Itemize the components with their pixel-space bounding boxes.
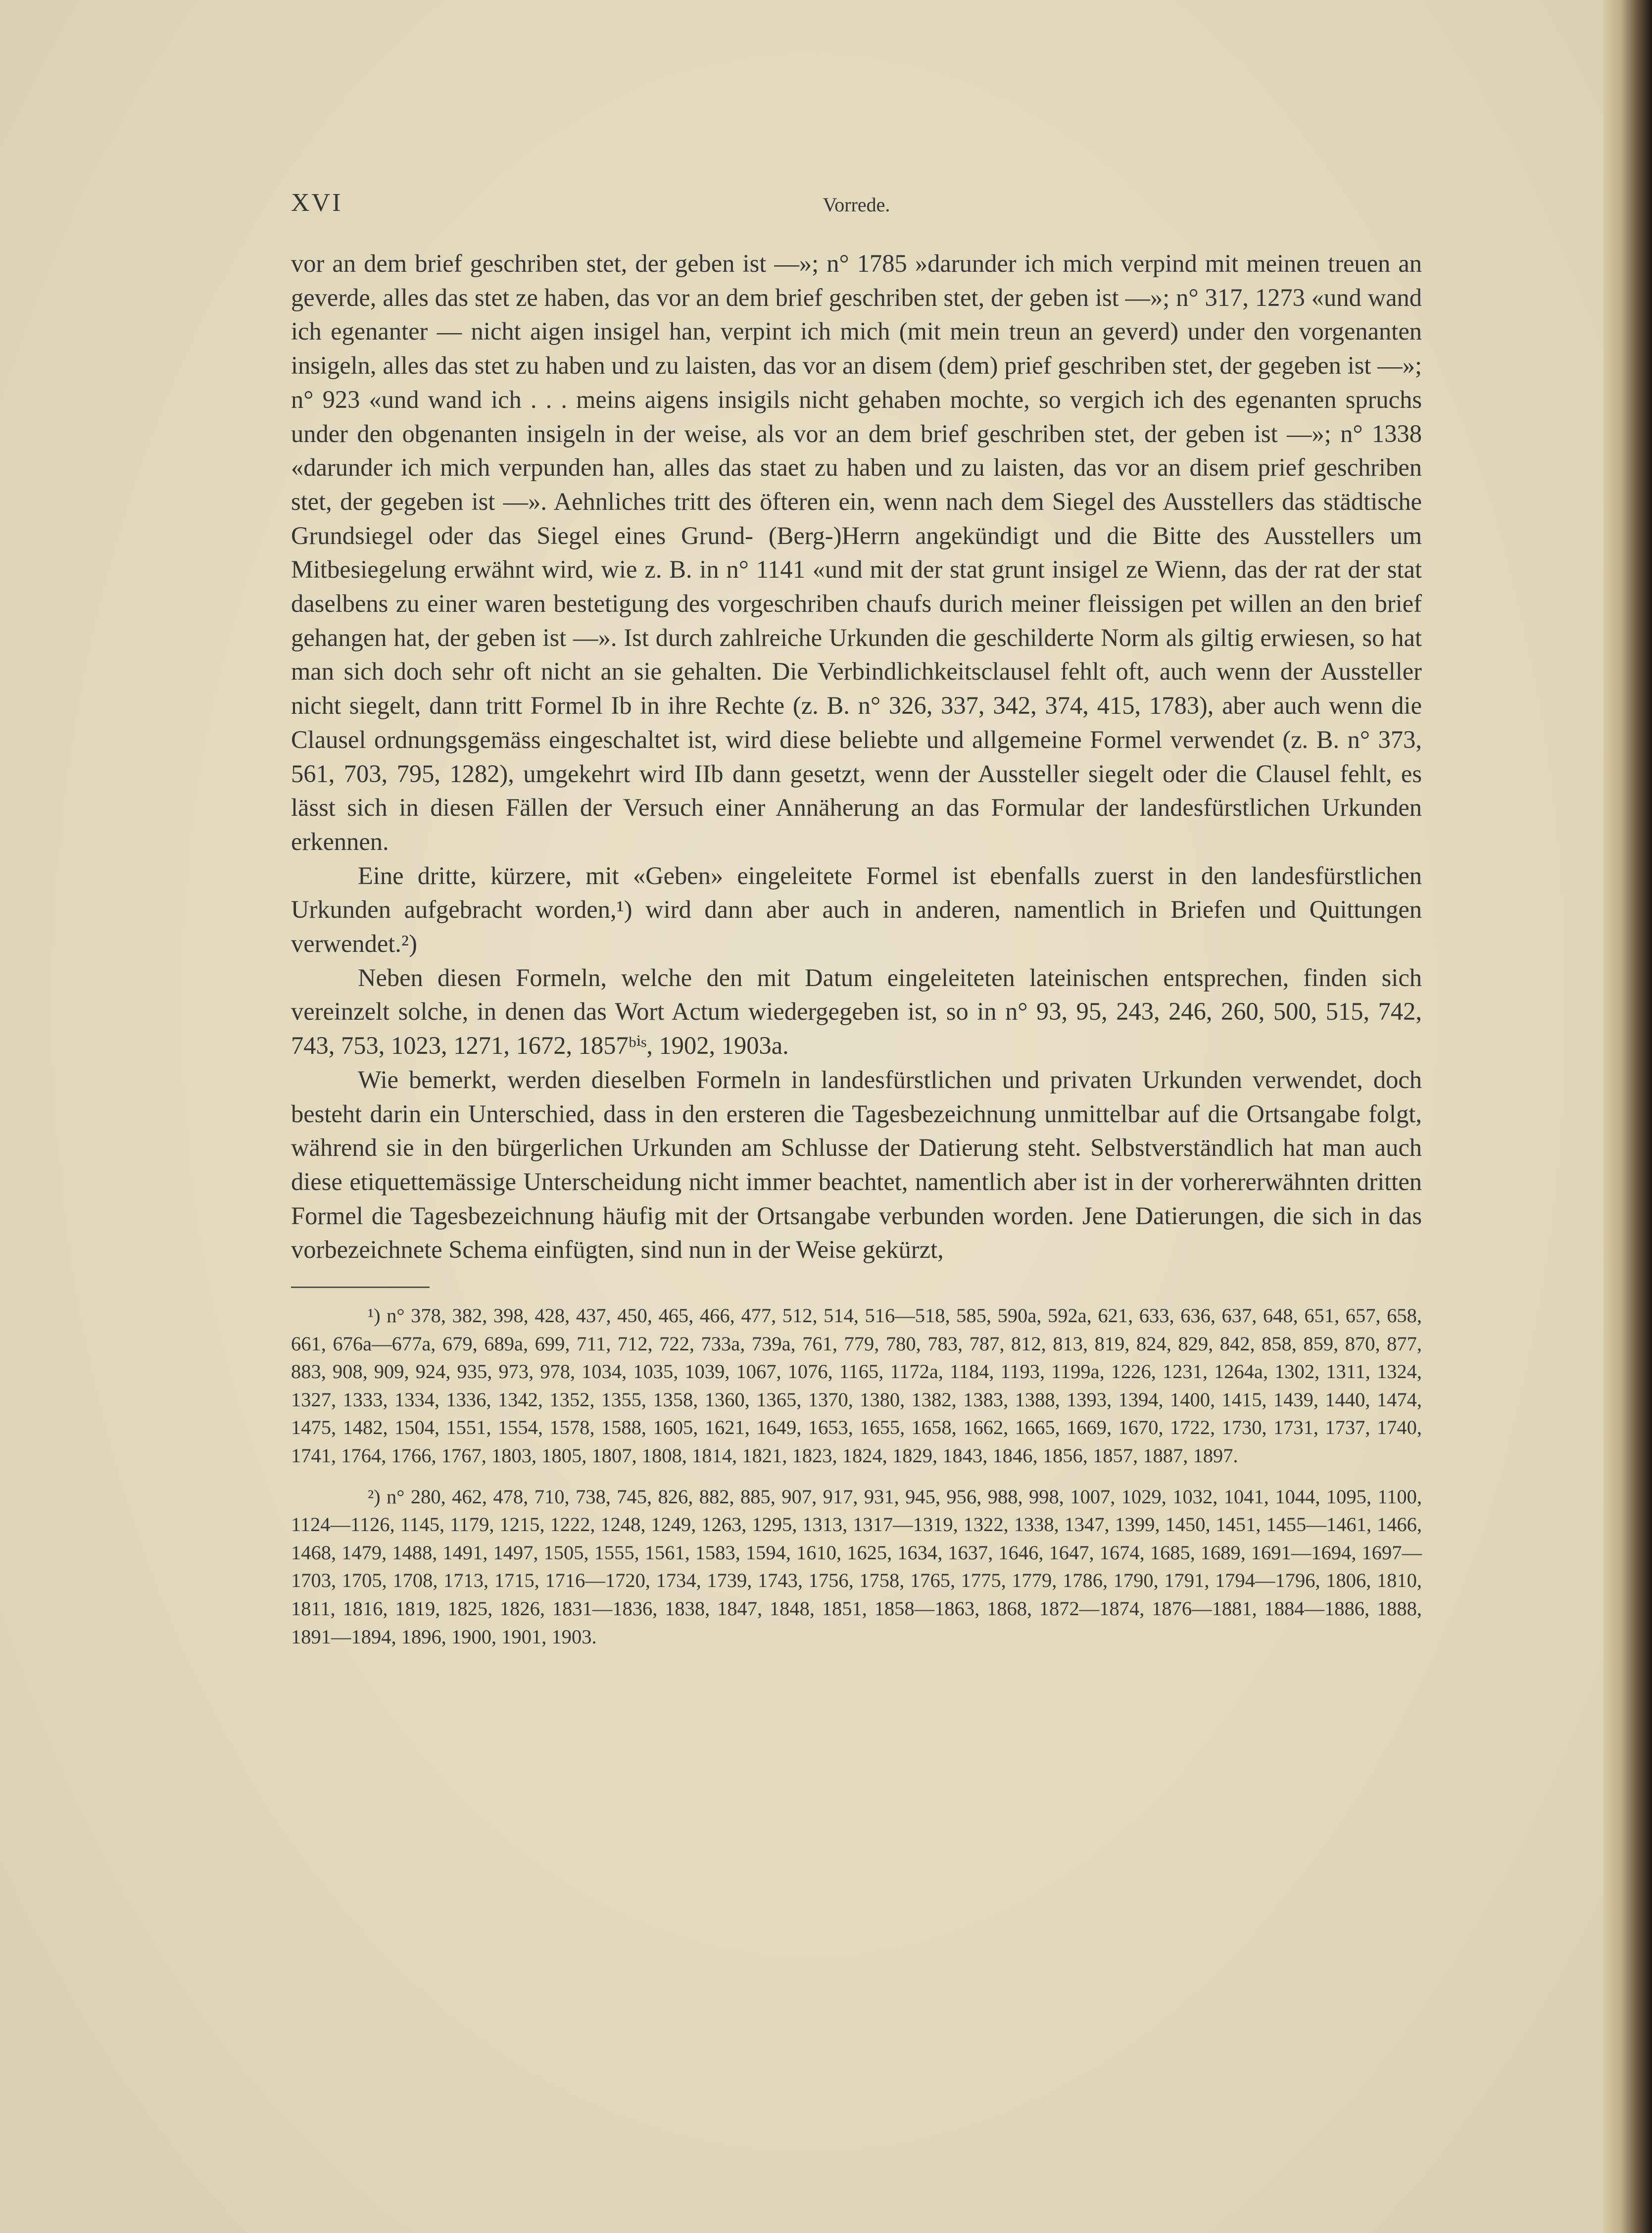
paragraph-third-formula: Eine dritte, kürzere, mit «Geben» eingeleitete Formel ist ebenfalls zuerst in den landesfürstlichen Urkunden aufgebracht worden,¹) wird dann aber auch in anderen, namentlich in Briefen und Quittungen verwendet.²) [291, 861, 1422, 958]
footnote-rule [291, 1287, 430, 1288]
footnote-2: ²) n° 280, 462, 478, 710, 738, 745, 826, 882, 885, 907, 917, 931, 945, 956, 988, 998, 1007, 1029, 1032, 1041, 1044, 1095, 1100, 1124—1126, 1145, 1179, 1215, 1222, 1248, 1249, 1263, 1295, 1313, 1317—1319, 1322, 1338, 1347, 1399, 1450, 1451, 1455—1461, 1466, 1468, 1479, 1488, 1491, 1497, 1505, 1555, 1561, 1583, 1594, 1610, 1625, 1634, 1637, 1646, 1647, 1674, 1685, 1689, 1691—1694, 1697—1703, 1705, 1708, 1713, 1715, 1716—1720, 1734, 1739, 1743, 1756, 1758, 1765, 1775, 1779, 1786, 1790, 1791, 1794—1796, 1806, 1810, 1811, 1816, 1819, 1825, 1826, 1831—1836, 1838, 1847, 1848, 1851, 1858—1863, 1868, 1872—1874, 1876—1881, 1884—1886, 1888, 1891—1894, 1896, 1900, 1901, 1903. [291, 1485, 1422, 1648]
footnote-1: ¹) n° 378, 382, 398, 428, 437, 450, 465, 466, 477, 512, 514, 516—518, 585, 590a, 592a, 621, 633, 636, 637, 648, 651, 657, 658, 661, 676a—677a, 679, 689a, 699, 711, 712, 722, 733a, 739a, 761, 779, 780, 783, 787, 812, 813, 819, 824, 829, 842, 858, 859, 870, 877, 883, 908, 909, 924, 935, 973, 978, 1034, 1035, 1039, 1067, 1076, 1165, 1172a, 1184, 1193, 1199a, 1226, 1231, 1264a, 1302, 1311, 1324, 1327, 1333, 1334, 1336, 1342, 1352, 1355, 1358, 1360, 1365, 1370, 1380, 1382, 1383, 1388, 1393, 1394, 1400, 1415, 1439, 1440, 1474, 1475, 1482, 1504, 1551, 1554, 1578, 1588, 1605, 1621, 1649, 1653, 1655, 1658, 1662, 1665, 1669, 1670, 1722, 1730, 1731, 1737, 1740, 1741, 1764, 1766, 1767, 1803, 1805, 1807, 1808, 1814, 1821, 1823, 1824, 1829, 1843, 1846, 1856, 1857, 1887, 1897. [291, 1304, 1422, 1467]
page-number: XVI [291, 189, 343, 217]
paragraph-continuation: vor an dem brief geschriben stet, der geben ist —»; n° 1785 »darunder ich mich verpind mit meinen treuen an geverde, alles das stet ze haben, das vor an dem brief geschriben stet, der geben ist —»; n° 317, 1273 «und wand ich egenanter — nicht aigen insigel han, verpint ich mich (mit mein treun an geverd) under den vorgenanten insigeln, alles das stet zu haben und zu laisten, das vor an disem (dem) prief geschriben stet, der gegeben ist —»; n° 923 «und wand ich . . . meins aigens insigils nicht gehaben mochte, so vergich ich des egenanten spruchs under den obgenanten insigeln in der weise, als vor an dem brief geschriben stet, der geben ist —»; n° 1338 «darunder ich mich verpunden han, alles das staet zu haben und zu laisten, das vor an disem prief geschriben stet, der gegeben ist —». Aehnliches tritt des öfteren ein, wenn nach dem Siegel des Ausstellers das städtische Grundsiegel oder das Siegel eines Grund- (Berg-)Herrn angekündigt und die Bitte des Ausstellers um Mitbesiegelung erwähnt wird, wie z. B. in n° 1141 «und mit der stat grunt insigel ze Wienn, das der rat der stat daselbens zu einer waren bestetigung des vorgeschriben chaufs durich meiner fleissigen pet willen an den brief gehangen hat, der geben ist —». Ist durch zahlreiche Urkunden die geschilderte Norm als giltig erwiesen, so hat man sich doch sehr oft nicht an sie gehalten. Die Verbindlichkeitsclausel fehlt oft, auch wenn der Aussteller nicht siegelt, dann tritt Formel Ib in ihre Rechte (z. B. n° 326, 337, 342, 374, 415, 1783), aber auch wenn die Clausel ordnungsgemäss eingeschaltet ist, wird diese beliebte und allgemeine Formel verwendet (z. B. n° 373, 561, 703, 795, 1282), umgekehrt wird IIb dann gesetzt, wenn der Aussteller siegelt oder die Clausel fehlt, es lässt sich in diesen Fällen der Versuch einer Annäherung an das Formular der landesfürstlichen Urkunden erkennen. [291, 249, 1422, 855]
page-header [291, 188, 1422, 228]
body-text [291, 247, 1422, 1267]
footnotes [291, 1302, 1422, 1651]
paragraph-dating-difference: Wie bemerkt, werden dieselben Formeln in landesfürstlichen und privaten Urkunden verwendet, doch besteht darin ein Unterschied, dass in den ersteren die Tagesbezeichnung unmittelbar auf die Ortsangabe folgt, während sie in den bürgerlichen Urkunden am Schlusse der Datierung steht. Selbstverständlich hat man auch diese etiquettemässige Unterscheidung nicht immer beachtet, namentlich aber ist in der vorhererwähnten dritten Formel die Tagesbezeichnung häufig mit der Ortsangabe verbunden worden. Jene Datierungen, die sich in das vorbezeichnete Schema einfügten, sind nun in der Weise gekürzt, [291, 1065, 1422, 1264]
paragraph-actum: Neben diesen Formeln, welche den mit Datum eingeleiteten lateinischen entsprechen, finden sich vereinzelt solche, in denen das Wort Actum wiedergegeben ist, so in n° 93, 95, 243, 246, 260, 500, 515, 742, 743, 753, 1023, 1271, 1672, 1857ᵇⁱˢ, 1902, 1903a. [291, 963, 1422, 1060]
text-block [291, 188, 1422, 1664]
running-title: Vorrede. [823, 194, 890, 216]
book-spine-edge [1603, 0, 1652, 2233]
